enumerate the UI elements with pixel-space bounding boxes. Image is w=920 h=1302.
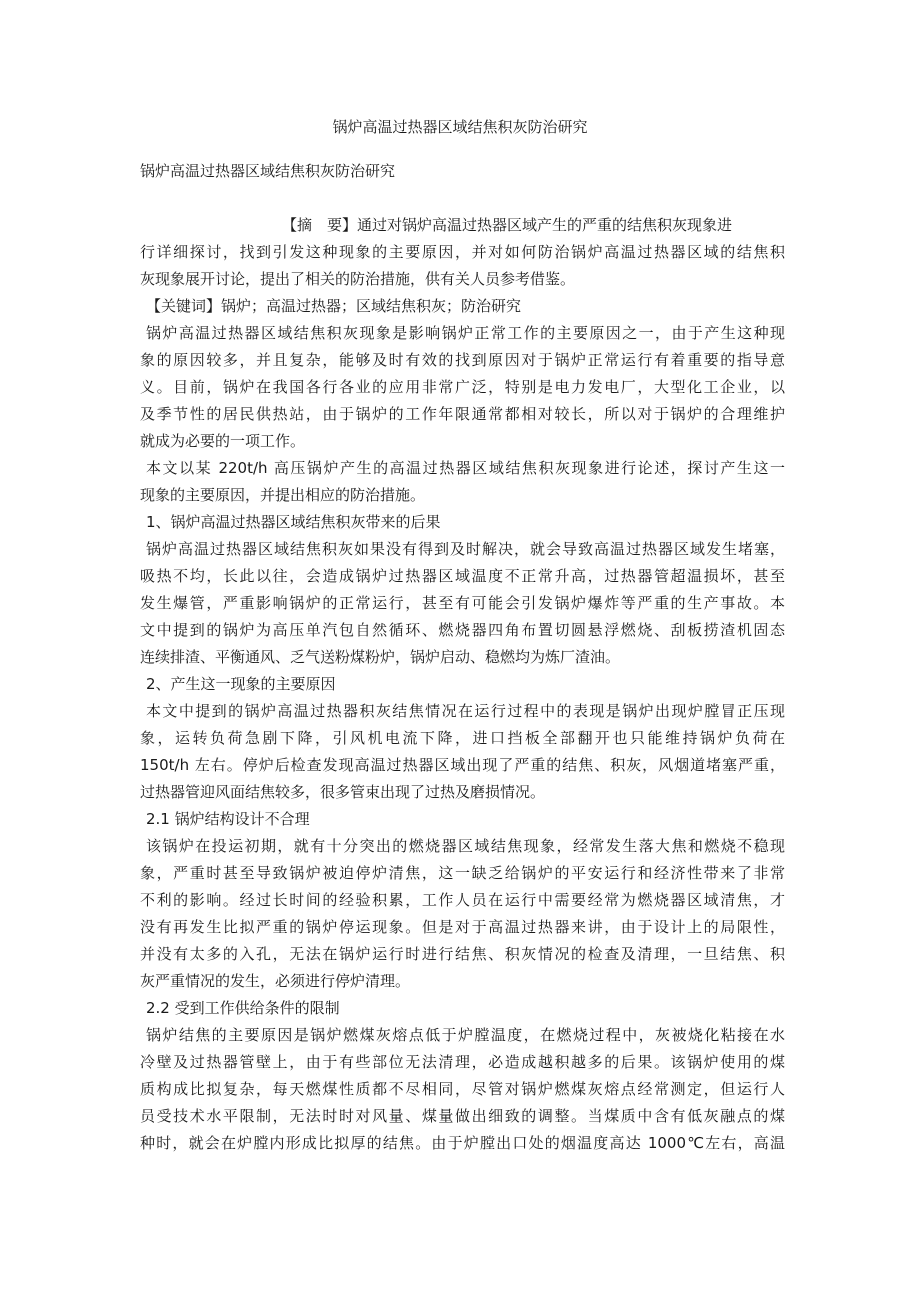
paragraph-line: 义。目前，锅炉在我国各行各业的应用非常广泛，特别是电力发电厂，大型化工企业，以 bbox=[140, 378, 785, 396]
abstract-line: 行详细探讨，找到引发这种现象的主要原因，并对如何防治锅炉高温过热器区域的结焦积 bbox=[140, 243, 785, 261]
paragraph-line: 冷壁及过热器管壁上，由于有些部位无法清理，必造成越积越多的后果。该锅炉使用的煤 bbox=[140, 1053, 785, 1071]
section-heading: 2.1 锅炉结构设计不合理 bbox=[146, 810, 310, 828]
paragraph-line: 灰严重情况的发生，必须进行停炉清理。 bbox=[140, 972, 411, 990]
paragraph-line: 发生爆管，严重影响锅炉的正常运行，甚至有可能会引发锅炉爆炸等严重的生产事故。本 bbox=[140, 594, 785, 612]
paragraph-line: 文中提到的锅炉为高压单汽包自然循环、燃烧器四角布置切圆悬浮燃烧、刮板捞渣机固态 bbox=[140, 621, 785, 639]
paragraph-line: 象，严重时甚至导致锅炉被迫停炉清焦，这一缺乏给锅炉的平安运行和经济性带来了非常 bbox=[140, 864, 785, 882]
paragraph-line: 象，运转负荷急剧下降，引风机电流下降，进口挡板全部翻开也只能维持锅炉负荷在 bbox=[140, 729, 785, 747]
keywords-line: 【关键词】锅炉；高温过热器；区域结焦积灰；防治研究 bbox=[146, 297, 522, 315]
paragraph-line: 就成为必要的一项工作。 bbox=[140, 432, 306, 450]
paragraph-line: 本文以某 220t/h 高压锅炉产生的高温过热器区域结焦积灰现象进行论述，探讨产生这一 bbox=[146, 459, 785, 477]
paragraph-line: 不利的影响。经过长时间的经验积累，工作人员在运行中需要经常为燃烧器区域清焦，才 bbox=[140, 891, 785, 909]
abstract-line: 灰现象展开讨论，提出了相关的防治措施，供有关人员参考借鉴。 bbox=[140, 270, 576, 288]
paragraph-line: 本文中提到的锅炉高温过热器积灰结焦情况在运行过程中的表现是锅炉出现炉膛冒正压现 bbox=[146, 702, 785, 720]
paragraph-line: 该锅炉在投运初期，就有十分突出的燃烧器区域结焦现象，经常发生落大焦和燃烧不稳现 bbox=[146, 837, 785, 855]
paragraph-line: 吸热不均，长此以往，会造成锅炉过热器区域温度不正常升高，过热器管超温损坏，甚至 bbox=[140, 567, 785, 585]
paragraph-line: 及季节性的居民供热站，由于锅炉的工作年限通常都相对较长，所以对于锅炉的合理维护 bbox=[140, 405, 785, 423]
abstract-line: 【摘 要】通过对锅炉高温过热器区域产生的严重的结焦积灰现象进 bbox=[282, 216, 733, 234]
paragraph-line: 连续排渣、平衡通风、乏气送粉煤粉炉，锅炉启动、稳燃均为炼厂渣油。 bbox=[140, 648, 621, 666]
document-body bbox=[140, 158, 785, 1157]
paragraph-line: 现象的主要原因，并提出相应的防治措施。 bbox=[140, 486, 426, 504]
paragraph-line: 锅炉结焦的主要原因是锅炉燃煤灰熔点低于炉膛温度，在燃烧过程中，灰被烧化粘接在水 bbox=[146, 1026, 785, 1044]
section-heading: 2、产生这一现象的主要原因 bbox=[146, 675, 336, 693]
paragraph-line: 质构成比拟复杂，每天燃煤性质都不尽相同，尽管对锅炉燃煤灰熔点经常测定，但运行人 bbox=[140, 1080, 785, 1098]
paragraph-line: 150t/h 左右。停炉后检查发现高温过热器区域出现了严重的结焦、积灰，风烟道堵塞严重， bbox=[140, 756, 785, 774]
document-title: 锅炉高温过热器区域结焦积灰防治研究 bbox=[332, 118, 588, 136]
section-heading: 1、锅炉高温过热器区域结焦积灰带来的后果 bbox=[146, 513, 441, 531]
document-subtitle: 锅炉高温过热器区域结焦积灰防治研究 bbox=[140, 162, 396, 180]
section-heading: 2.2 受到工作供给条件的限制 bbox=[146, 999, 340, 1017]
paragraph-line: 锅炉高温过热器区域结焦积灰现象是影响锅炉正常工作的主要原因之一，由于产生这种现 bbox=[146, 324, 785, 342]
blank-line bbox=[140, 185, 785, 212]
paragraph-line: 锅炉高温过热器区域结焦积灰如果没有得到及时解决，就会导致高温过热器区域发生堵塞， bbox=[146, 540, 785, 558]
paragraph-line: 过热器管迎风面结焦较多，很多管束出现了过热及磨损情况。 bbox=[140, 783, 546, 801]
paragraph-line: 没有再发生比拟严重的锅炉停运现象。但是对于高温过热器来讲，由于设计上的局限性， bbox=[140, 918, 785, 936]
paragraph-line: 象的原因较多，并且复杂，能够及时有效的找到原因对于锅炉正常运行有着重要的指导意 bbox=[140, 351, 785, 369]
paragraph-line: 种时，就会在炉膛内形成比拟厚的结焦。由于炉膛出口处的烟温度高达 1000℃左右，高温 bbox=[140, 1134, 785, 1152]
paragraph-line: 员受技术水平限制，无法时时对风量、煤量做出细致的调整。当煤质中含有低灰融点的煤 bbox=[140, 1107, 785, 1125]
paragraph-line: 并没有太多的入孔，无法在锅炉运行时进行结焦、积灰情况的检查及清理，一旦结焦、积 bbox=[140, 945, 785, 963]
